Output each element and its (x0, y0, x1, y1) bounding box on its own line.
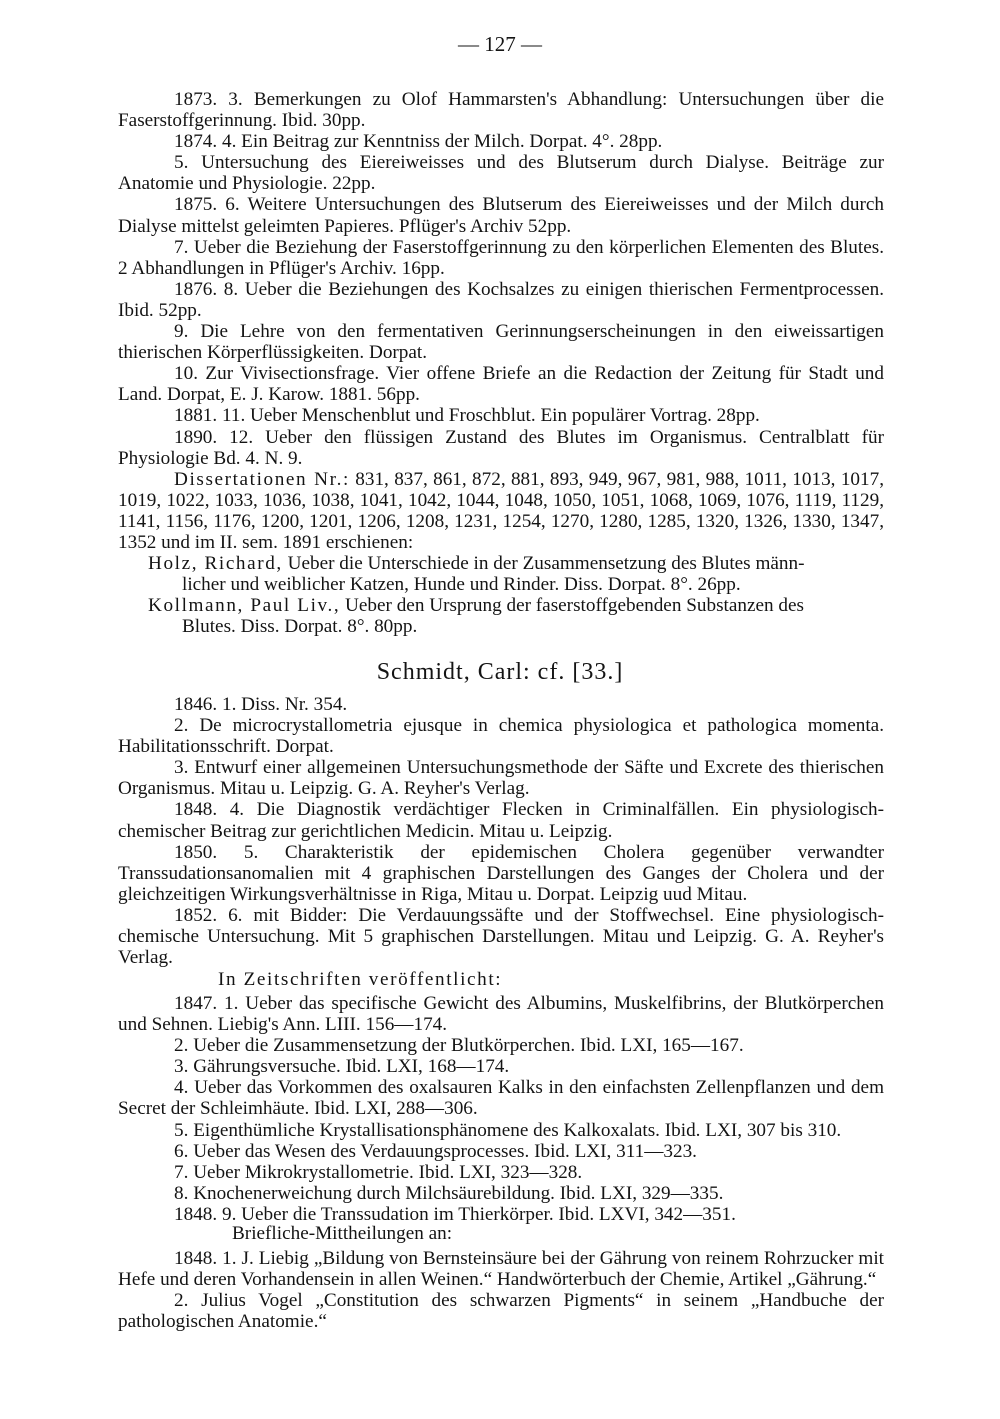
article-7: 7. Ueber Mikrokrystallometrie. Ibid. LXI, 323—328. (174, 1161, 583, 1183)
dissertation-title: Ueber den Ursprung der faserstoffgebenden Substanzen des (345, 595, 804, 617)
letter-2: 2. Julius Vogel „Constitution des schwarzen Pigments“ in seinem „Handbuche der pathologischen Anatomie.“ (118, 1290, 884, 1333)
dissertation-entry-holz (148, 553, 884, 595)
page-number: — 127 — (458, 32, 542, 56)
entry-1852-6: 1852. 6. mit Bidder: Die Verdauungssäfte und der Stoffwechsel. Eine physiologisch-chemische Untersuchung. Mit 5 graphischen Darstellungen. Mitau und Leipzig. G. A. Reyher's Verlag. (118, 904, 884, 969)
entry-10: 10. Zur Vivisectionsfrage. Vier offene Briefe an die Redaction der Zeitung für Stadt und Land. Dorpat, E. J. Karow. 1881. 56pp. (118, 363, 884, 406)
section-heading: Schmidt, Carl: cf. [33.] (376, 659, 624, 685)
bibliography-block-3 (118, 993, 884, 1225)
subheading-letters: Briefliche-Mittheilungen an: (232, 1223, 453, 1244)
letter-1848-1: 1848. 1. J. Liebig „Bildung von Bernsteinsäure bei der Gährung von reinem Rohrzucker mit Hefe und deren Vorhandensein in allen Weinen.“ Handwörterbuch der Chemie, Artikel „Gährung.“ (118, 1248, 884, 1291)
dissertations-label: Dissertationen Nr.: (174, 468, 350, 490)
entry-1846-1: 1846. 1. Diss. Nr. 354. (174, 694, 348, 715)
entry-1874-4: 1874. 4. Ein Beitrag zur Kenntniss der Milch. Dorpat. 4°. 28pp. (174, 131, 663, 153)
article-6: 6. Ueber das Wesen des Verdauungsprocesses. Ibid. LXI, 311—323. (174, 1140, 697, 1162)
entry-1875-6: 1875. 6. Weitere Untersuchungen des Blutserum des Eiereiweisses und der Milch durch Dialyse mittelst geleimten Papieres. Pflüger's Archiv 52pp. (118, 194, 884, 237)
entry-7: 7. Ueber die Beziehung der Faserstoffgerinnung zu den körperlichen Elementen des Blutes. 2 Abhandlungen in Pflüger's Archiv. 16pp. (118, 236, 884, 279)
dissertation-title-continued: Blutes. Diss. Dorpat. 8°. 80pp. (182, 616, 418, 638)
entry-1848-4: 1848. 4. Die Diagnostik verdächtiger Flecken in Criminalfällen. Ein physiologisch-chemischer Beitrag zur gerichtlichen Medicin. Mitau u. Leipzig. (118, 799, 884, 842)
article-1847-1: 1847. 1. Ueber das specifische Gewicht des Albumins, Muskelfibrins, der Blutkörperchen und Sehnen. Liebig's Ann. LIII. 156—174. (118, 993, 884, 1036)
dissertations-numbers: 831, 837, 861, 872, 881, 893, 949, 967, 981, 988, 1011, 1013, 1017, 1019, 1022, 1033, 1036, 1038, 1041, 1042, 1044, 1048, 1050, 1051, 1068, 1069, 1076, 1119, 1129, 1141, 1156, 1176, 1200, 1201, 1206, 1208, 1231, 1254, 1270, 1280, 1285, 1320, 1326, 1330, 1347, 1352 und im II. sem. 1891 erschienen: (118, 468, 885, 553)
subheading-journals: In Zeitschriften veröffentlicht: (218, 969, 503, 990)
entry-1890-12: 1890. 12. Ueber den flüssigen Zustand des Blutes im Organismus. Centralblatt für Physiologie Bd. 4. N. 9. (118, 426, 884, 469)
article-3: 3. Gährungsversuche. Ibid. LXI, 168—174. (174, 1056, 510, 1078)
dissertation-author: Kollmann, Paul Liv., (148, 595, 341, 617)
bibliography-block-1 (118, 89, 884, 637)
dissertation-entry-kollmann (148, 595, 884, 637)
bibliography-block-4 (118, 1248, 884, 1332)
dissertation-author: Holz, Richard, (148, 553, 283, 575)
entry-1876-8: 1876. 8. Ueber die Beziehungen des Kochsalzes zu einigen thierischen Fermentprocessen. Ibid. 52pp. (118, 278, 884, 321)
article-4: 4. Ueber das Vorkommen des oxalsauren Kalks in den einfachsten Zellenpflanzen und dem Secret der Schleimhäute. Ibid. LXI, 288—306. (118, 1077, 884, 1120)
dissertations-list (118, 469, 884, 553)
article-1848-9: 1848. 9. Ueber die Transsudation im Thierkörper. Ibid. LXVI, 342—351. (174, 1203, 736, 1225)
dissertation-title: Ueber die Unterschiede in der Zusammensetzung des Blutes männ- (287, 553, 805, 575)
entry-1850-5: 1850. 5. Charakteristik der epidemischen Cholera gegenüber verwandter Transsudationsanomalien mit 4 graphischen Darstellungen des Ganges der Cholera und der gleichzeitigen Wirkungsverhältnisse in Riga, Mitau u. Dorpat. Leipzig uud Mitau. (118, 841, 884, 905)
article-5: 5. Eigenthümliche Krystallisationsphänomene des Kalkoxalats. Ibid. LXI, 307 bis 310. (174, 1119, 842, 1141)
bibliography-block-2 (118, 694, 884, 968)
entry-2: 2. De microcrystallometria ejusque in chemica physiologica et pathologica momenta. Habilitationsschrift. Dorpat. (118, 715, 884, 758)
entry-3: 3. Entwurf einer allgemeinen Untersuchungsmethode der Säfte und Excrete des thierischen Organismus. Mitau u. Leipzig. G. A. Reyher's Verlag. (118, 757, 884, 800)
dissertation-title-continued: licher und weiblicher Katzen, Hunde und Rinder. Diss. Dorpat. 8°. 26pp. (182, 574, 741, 596)
entry-1873-3: 1873. 3. Bemerkungen zu Olof Hammarsten's Abhandlung: Untersuchungen über die Faserstoffgerinnung. Ibid. 30pp. (118, 89, 884, 132)
entry-9: 9. Die Lehre von den fermentativen Gerinnungserscheinungen in den eiweissartigen thierischen Körperflüssigkeiten. Dorpat. (118, 321, 884, 364)
entry-1881-11: 1881. 11. Ueber Menschenblut und Froschblut. Ein populärer Vortrag. 28pp. (174, 405, 760, 427)
article-8: 8. Knochenerweichung durch Milchsäurebildung. Ibid. LXI, 329—335. (174, 1182, 724, 1204)
entry-5: 5. Untersuchung des Eiereiweisses und des Blutserum durch Dialyse. Beiträge zur Anatomie und Physiologie. 22pp. (118, 152, 884, 195)
article-2: 2. Ueber die Zusammensetzung der Blutkörperchen. Ibid. LXI, 165—167. (174, 1035, 744, 1057)
